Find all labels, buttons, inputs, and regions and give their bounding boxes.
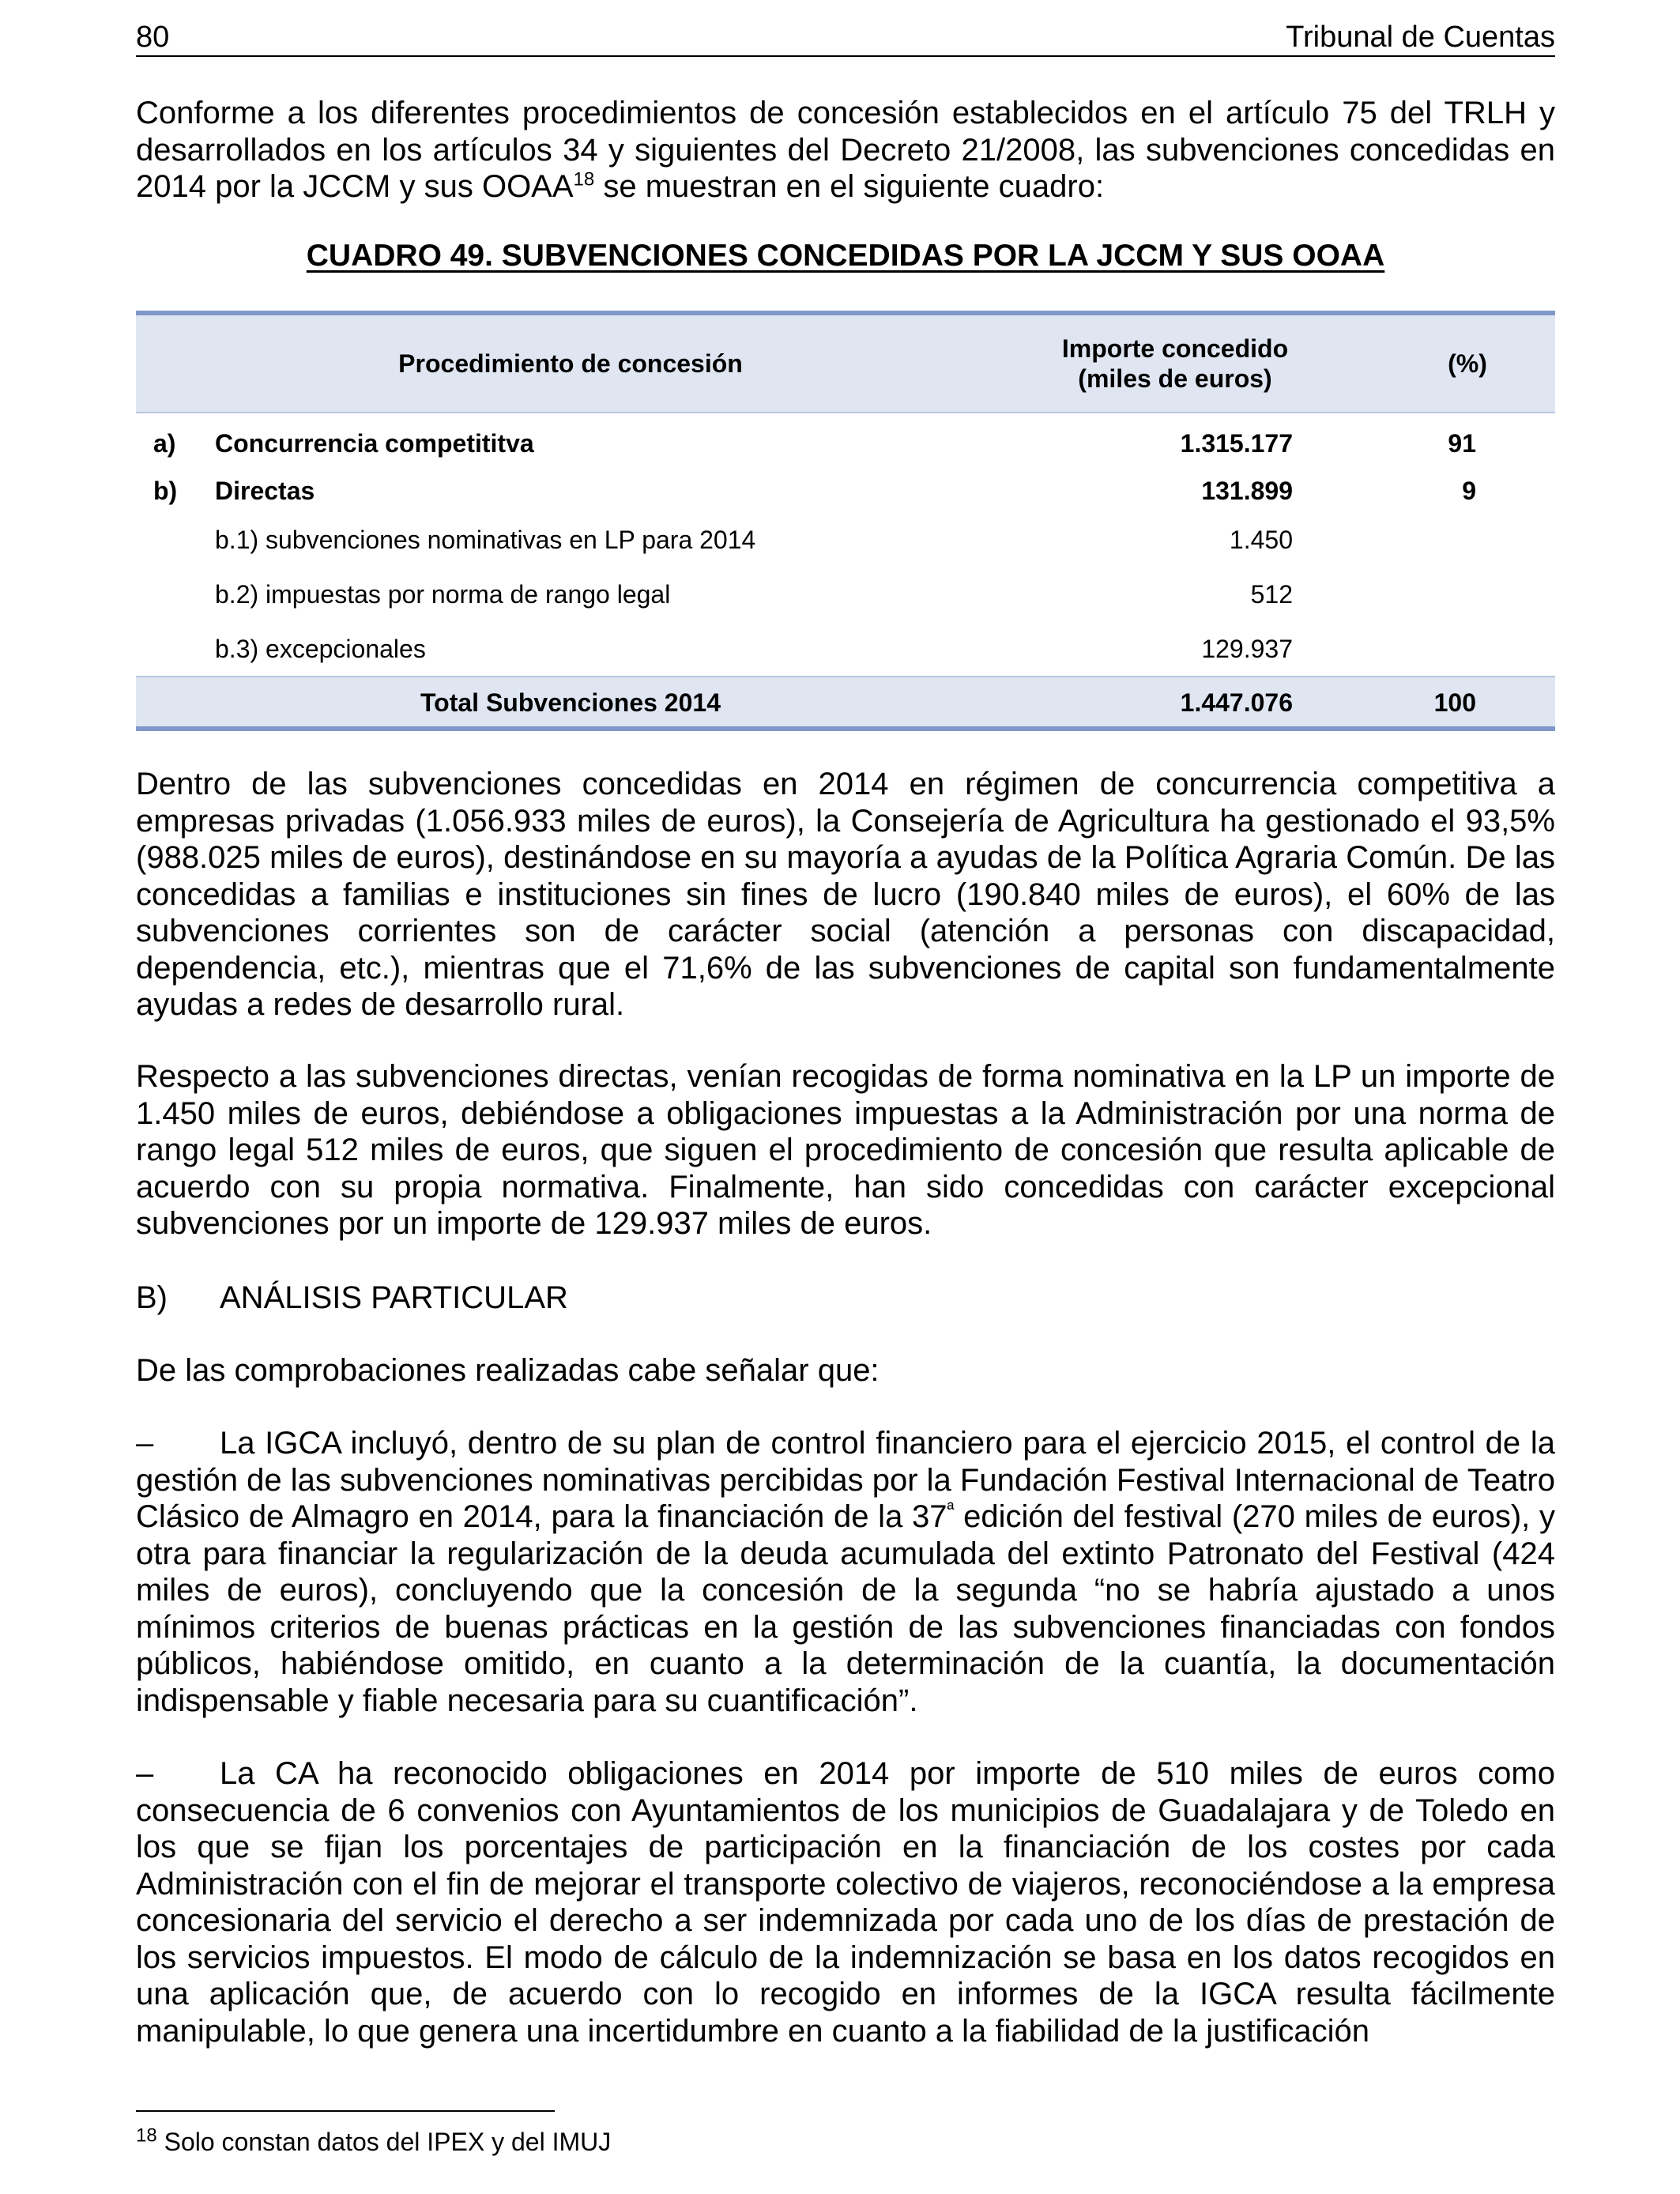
bullet-text-end: edición del festival (270 miles de euros), y otra para financiar la regularización de la deuda acumulada del extinto Patronato del Festival (424 miles de euros), concluyendo que la concesión de la segunda “no se habría ajustado a unos mínimos criterios de buenas prácticas en la gestión de las subvenciones financiadas con fondos públicos, habiéndose omitido, en cuanto a la determinación de la cuantía, la documentación indispensable y fiable necesaria para su cuantificación”. [136, 1499, 1555, 1718]
table-row [136, 580, 1555, 628]
table-row [136, 526, 1555, 573]
footnote-ref[interactable]: 18 [573, 168, 595, 190]
dash-marker: – [136, 1756, 154, 1791]
row-name: b.2) impuestas por norma de rango legal [215, 580, 671, 609]
bullet-text: La CA ha reconocido obligaciones en 2014 por importe de 510 miles de euros como consecuencia de 6 convenios con Ayuntamientos de los municipios de Guadalajara y de Toledo en los que se fijan los porcentajes de participación en la financiación de los costes por cada Administración con el fin de mejorar el transporte colectivo de viajeros, reconociéndose a la empresa concesionaria del servicio el derecho a ser indemnizada por cada uno de los días de prestación de los servicios impuestos. El modo de cálculo de la indemnización se basa en los datos recogidos en una aplicación que, de acuerdo con lo recogido en informes de la IGCA resulta fácilmente manipulable, lo que genera una incertidumbre en cuanto a la fiabilidad de la justificación [136, 1756, 1555, 2049]
intro-text: Conforme a los diferentes procedimientos de concesión establecidos en el artículo 75 del TRLH y desarrollados en los artículos 34 y siguientes del Decreto 21/2008, las subvenciones concedidas en 2014 por la JCCM y sus OOAA [136, 96, 1555, 204]
page-number: 80 [136, 21, 170, 54]
bullet-text: La IGCA incluyó, dentro de su plan de control financiero para el ejercicio 2015, el control de la gestión de las subvenciones nominativas percibidas por la Fundación Festival Internacional de Teatro Clásico de Almagro en 2014, para la financiación de la 37 [136, 1426, 1555, 1534]
header-amount-line2: (miles de euros) [1078, 364, 1272, 393]
row-amount: 131.899 [1201, 477, 1293, 505]
footnote [136, 2124, 612, 2157]
table-header [136, 311, 1555, 413]
row-label: a) [153, 429, 176, 458]
section-title: ANÁLISIS PARTICULAR [220, 1280, 568, 1315]
table-total-row [136, 676, 1555, 731]
paragraph-direct: Respecto a las subvenciones directas, venían recogidas de forma nominativa en la LP un importe de 1.450 miles de euros, debiéndose a obligaciones impuestas a la Administración por una norma de rango legal 512 miles de euros, que siguen el procedimiento de concesión que resulta aplicable de acuerdo con su propia normativa. Finalmente, han sido concedidas con carácter excepcional subvenciones por un importe de 129.937 miles de euros. [136, 1059, 1555, 1241]
paragraph-competitive: Dentro de las subvenciones concedidas en 2014 en régimen de concurrencia competitiva a empresas privadas (1.056.933 miles de euros), la Consejería de Agricultura ha gestionado el 93,5% (988.025 miles de euros), destinándose en su mayoría a ayudas de la Política Agraria Común. De las concedidas a familias e instituciones sin fines de lucro (190.840 miles de euros), el 60% de las subvenciones corrientes son de carácter social (atención a personas con discapacidad, dependencia, etc.), mientras que el 71,6% de las subvenciones de capital son fundamentalmente ayudas a redes de desarrollo rural. [136, 767, 1555, 1022]
row-name: Concurrencia competititva [215, 429, 534, 458]
header-percent: (%) [1448, 349, 1487, 378]
table-row [136, 429, 1555, 477]
header-procedure: Procedimiento de concesión [398, 349, 743, 378]
row-name: b.3) excepcionales [215, 635, 426, 663]
row-percent: 91 [1448, 429, 1476, 458]
ordinal-sup: ª [947, 1498, 955, 1521]
total-percent: 100 [1433, 688, 1476, 717]
dash-marker: – [136, 1426, 154, 1461]
section-letter: B) [136, 1280, 168, 1315]
table-title: CUADRO 49. SUBVENCIONES CONCEDIDAS POR LA JCCM Y SUS OOAA [306, 239, 1385, 273]
header-amount [1005, 315, 1345, 412]
total-amount: 1.447.076 [1180, 688, 1293, 717]
row-percent: 9 [1462, 477, 1476, 505]
row-label: b) [153, 477, 178, 505]
row-name: b.1) subvenciones nominativas en LP para 2014 [215, 526, 756, 554]
total-label: Total Subvenciones 2014 [420, 688, 721, 717]
row-amount: 1.315.177 [1180, 429, 1293, 458]
bullet-item-transport [136, 1755, 1555, 2049]
row-amount: 129.937 [1201, 635, 1293, 663]
row-name: Directas [215, 477, 315, 505]
intro-text-end: se muestran en el siguiente cuadro: [594, 169, 1105, 204]
row-amount: 1.450 [1229, 526, 1293, 554]
row-amount: 512 [1250, 580, 1293, 609]
table-row [136, 635, 1555, 682]
publisher-name: Tribunal de Cuentas [1286, 21, 1555, 54]
running-header [136, 11, 1555, 57]
checks-intro: De las comprobaciones realizadas cabe señalar que: [136, 1353, 880, 1388]
table-row [136, 477, 1555, 524]
footnote-number: 18 [136, 2124, 157, 2147]
footnote-divider [136, 2110, 555, 2112]
intro-paragraph [136, 95, 1555, 205]
footnote-text: Solo constan datos del IPEX y del IMUJ [156, 2128, 612, 2156]
bullet-item-igca [136, 1425, 1555, 1719]
header-amount-line1: Importe concedido [1061, 334, 1289, 363]
